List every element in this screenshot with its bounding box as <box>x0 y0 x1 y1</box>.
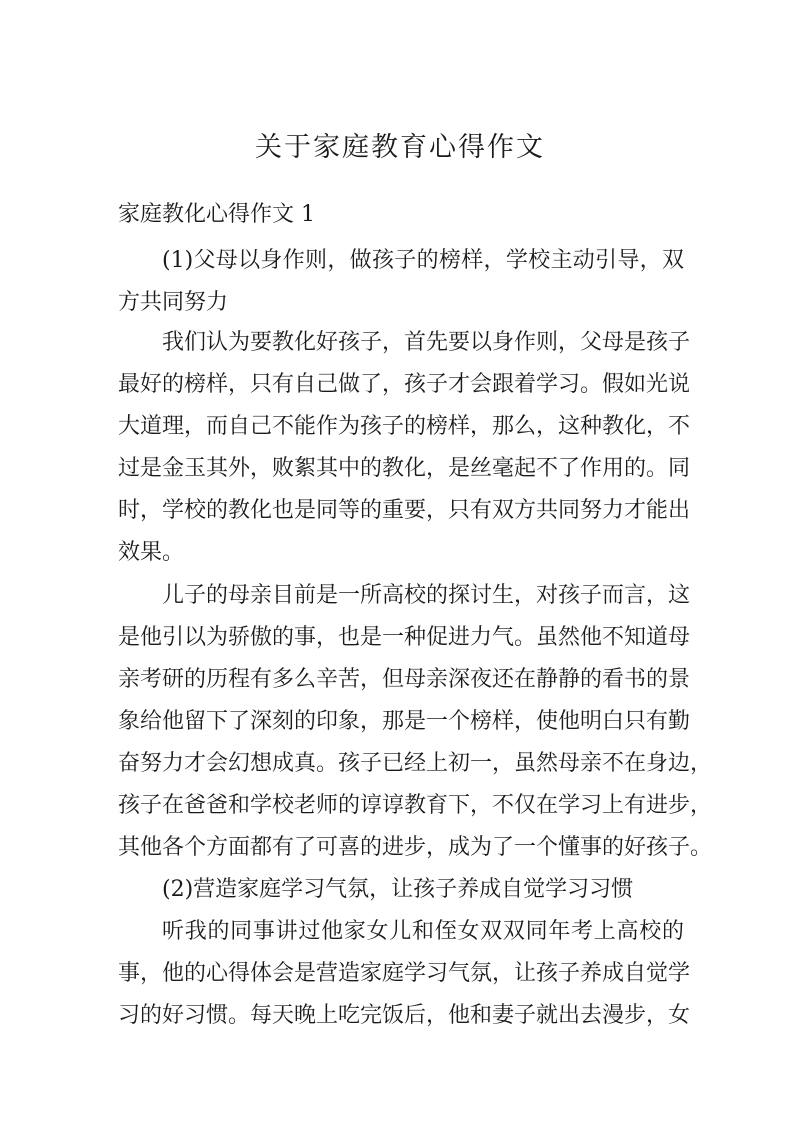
paragraph-line: 过是金玉其外，败絮其中的教化，是丝毫起不了作用的。同 <box>118 456 691 481</box>
document-title: 关于家庭教育心得作文 <box>255 132 545 163</box>
paragraph-line: 儿子的母亲目前是一所高校的探讨生，对孩子而言，这 <box>162 583 691 608</box>
paragraph-line: 效果。 <box>118 540 185 565</box>
paragraph-line: 最好的榜样，只有自己做了，孩子才会跟着学习。假如光说 <box>118 372 691 397</box>
paragraph-line: 奋努力才会幻想成真。孩子已经上初一，虽然母亲不在身边， <box>118 751 713 776</box>
paragraph-line: 亲考研的历程有多么辛苦，但母亲深夜还在静静的看书的景 <box>118 667 691 692</box>
paragraph-line: 事，他的心得体会是营造家庭学习气氛，让孩子养成自觉学 <box>118 961 691 986</box>
paragraph-line: 我们认为要教化好孩子，首先要以身作则，父母是孩子 <box>162 330 691 355</box>
paragraph-line: 习的好习惯。每天晚上吃完饭后，他和妻子就出去漫步，女 <box>118 1003 691 1028</box>
paragraph-line: (2)营造家庭学习气氛，让孩子养成自觉学习习惯 <box>162 877 634 902</box>
paragraph-line: 时，学校的教化也是同等的重要，只有双方共同努力才能出 <box>118 498 691 523</box>
paragraph-line: 孩子在爸爸和学校老师的谆谆教育下，不仅在学习上有进步， <box>118 793 713 818</box>
paragraph-line: 方共同努力 <box>118 290 229 315</box>
paragraph-line: 其他各个方面都有了可喜的进步，成为了一个懂事的好孩子。 <box>118 835 713 860</box>
paragraph-line: 听我的同事讲过他家女儿和侄女双双同年考上高校的 <box>162 919 684 944</box>
paragraph-line: 大道理，而自己不能作为孩子的榜样，那么，这种教化，不 <box>118 414 691 439</box>
paragraph-line: 是他引以为骄傲的事，也是一种促进力气。虽然他不知道母 <box>118 625 691 650</box>
paragraph-line: (1)父母以身作则，做孩子的榜样，学校主动引导，双 <box>162 248 684 273</box>
paragraph-line: 象给他留下了深刻的印象，那是一个榜样，使他明白只有勤 <box>118 709 691 734</box>
section-heading: 家庭教化心得作文 1 <box>118 202 315 227</box>
